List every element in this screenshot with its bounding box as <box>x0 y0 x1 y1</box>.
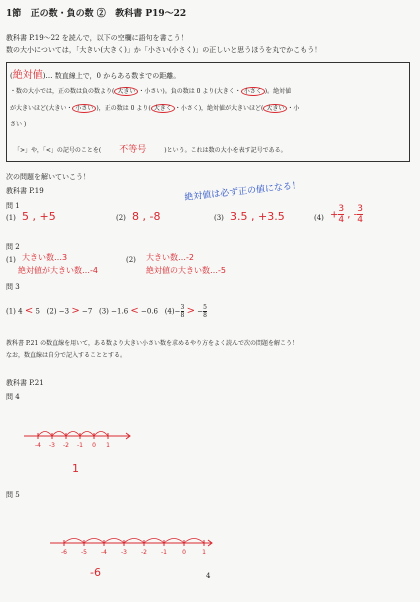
numberline-textbook: 教科書 P.21 <box>6 379 44 387</box>
q5-hop-arc <box>164 539 184 544</box>
q2-2-answer-a: 大きい数…-2 <box>146 253 194 262</box>
q3-1-op: < <box>24 305 34 317</box>
q5-tick-label: -4 <box>101 549 107 556</box>
textbook-ref: 教科書 P19～22 <box>115 9 187 19</box>
intro-line-1: 教科書 P.19～22 を読んで，以下の空欄に語句を書こう！ <box>6 34 188 42</box>
comparison-line-2: が大きいほど(大きい・ 小さい )，正の数は 0 より( 大きく ・小さく)，絶対値が大きいほど( 大きい ・小 <box>10 105 300 112</box>
practice-textbook: 教科書 P.19 <box>6 187 44 195</box>
q4-heading: 問 4 <box>6 393 20 401</box>
q5-hop-arc <box>64 539 84 544</box>
circled-answer: 大きい <box>114 87 138 96</box>
abs-value-answer: 絶対値 <box>12 70 43 81</box>
q5-hop-arc <box>84 539 104 544</box>
q1-3-answer: 3.5 , +3.5 <box>230 210 285 223</box>
handwritten-note: 絶対値は必ず正の値になる！ <box>183 180 302 204</box>
q3-3-op: < <box>130 305 139 317</box>
q4-tick-label: -1 <box>77 442 83 449</box>
q1-1-answer: 5 , +5 <box>22 210 56 223</box>
q1-4-label: (4) <box>314 214 324 222</box>
q4-answer: 1 <box>72 462 79 475</box>
q1-4-answer: + $\frac{3}{4}$ , - $\frac{3}{4}$ <box>330 204 364 225</box>
q3-heading: 問 3 <box>6 283 20 291</box>
q1-3-label: (3) <box>214 214 224 222</box>
circled-answer: 小さく <box>241 87 265 96</box>
q2-1-label: (1) <box>6 256 16 264</box>
q2-1-answer-b: 絶対値が大きい数…-4 <box>18 266 98 275</box>
q3-answers: (1) 4 < 5 (2) −3 > −7 (3) −1.6 < −0.6 (4)− $\frac{3}{8}$ > − $\frac{5}{8}$ <box>6 304 207 319</box>
q5-tick-label: -3 <box>121 549 127 556</box>
practice-title: 次の問題を解いていこう！ <box>6 173 90 181</box>
q5-answer: -6 <box>90 566 101 579</box>
q1-heading: 問 1 <box>6 202 20 210</box>
q3-4-op: > <box>186 305 195 317</box>
q4-tick-label: 1 <box>106 442 110 449</box>
q1-1-label: (1) <box>6 214 16 222</box>
circled-answer: 大きい <box>263 104 287 113</box>
q5-heading: 問 5 <box>6 491 20 499</box>
comparison-line-3: さい ) <box>10 121 27 128</box>
q2-2-answer-b: 絶対値の大きい数…-5 <box>146 266 226 275</box>
page-number: 4 <box>206 572 211 580</box>
q4-tick-label: -2 <box>63 442 69 449</box>
section-label: 1節 <box>6 9 22 19</box>
q5-hop-arc <box>184 539 204 544</box>
q5-hop-arc <box>124 539 144 544</box>
inequality-sign-line: 「>」や，「<」の記号のことを( 不等号 )という。これは数の大小を表す記号である。 <box>14 145 287 155</box>
q5-hop-arc <box>104 539 124 544</box>
circled-answer: 小さい <box>72 104 96 113</box>
q5-tick-label: 0 <box>182 549 186 556</box>
intro-line-2: 数の大小については，「大きい(大きく)」か「小さい(小さく)」の正しいと思うほうを丸でかこもう！ <box>6 46 322 54</box>
q2-1-answer-a: 大きい数…3 <box>22 253 68 262</box>
numberline-intro-2: なお，数直線は自分で記入することとする。 <box>6 352 127 359</box>
q2-2-label: (2) <box>126 256 136 264</box>
q4-hop-arc <box>38 432 52 437</box>
q5-tick-label: -5 <box>81 549 87 556</box>
comparison-line-1: ・数の大小では，正の数は負の数より( 大きい ・小さい)。負の数は 0 より(大きく・ 小さく )。絶対値 <box>10 88 292 95</box>
numberline-intro-1: 教科書 P.21 の数直線を用いて，ある数より大きい小さい数を求めるやり方をよく読んで次の問題を解こう！ <box>6 340 299 347</box>
q4-hop-arc <box>66 432 80 437</box>
circled-answer: 大きく <box>151 104 175 113</box>
q4-hop-arc <box>52 432 66 437</box>
q1-2-label: (2) <box>116 214 126 222</box>
page-title: 正の数・負の数 ② <box>30 9 106 19</box>
q4-hop-arc <box>94 432 108 437</box>
q1-2-answer: 8 , -8 <box>132 210 161 223</box>
q4-tick-label: -4 <box>35 442 41 449</box>
inequality-answer: 不等号 <box>119 145 147 155</box>
q5-tick-label: -1 <box>161 549 167 556</box>
q5-tick-label: -2 <box>141 549 147 556</box>
q5-tick-label: 1 <box>202 549 206 556</box>
q4-tick-label: -3 <box>49 442 55 449</box>
q4-tick-label: 0 <box>92 442 96 449</box>
q5-hop-arc <box>144 539 164 544</box>
q5-tick-label: -6 <box>61 549 67 556</box>
q2-heading: 問 2 <box>6 243 20 251</box>
q3-2-op: > <box>71 305 80 317</box>
abs-value-line: (絶対値)… 数直線上で，0 からある数までの距離。 <box>10 70 181 81</box>
q4-hop-arc <box>80 432 94 437</box>
